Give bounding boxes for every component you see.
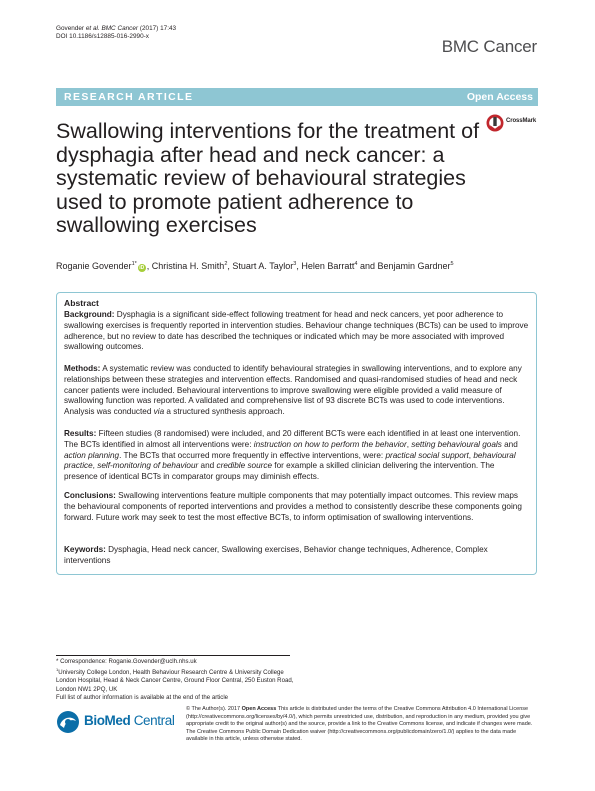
methods-text: A systematic review was conducted to identify behavioural strategies in swallowing interventions, and to explore any relationships between these strategies and intervention effects. Randomised and quasi-randomised studies of head and neck cancer patients were included. Behavioural interventions to improve swallowing were eligible provided a valid measure of swallowing function was reported. A validated and comprehensive list of 93 discrete BCTs was used to code interventions. Analysis was conducted: [64, 364, 522, 417]
methods-text-italic: via: [153, 407, 165, 417]
results-bct: credible source: [216, 461, 273, 471]
biomed-central-icon: [56, 710, 80, 734]
keywords-label: Keywords:: [64, 545, 106, 554]
results-bct: instruction on how to perform the behavior: [253, 439, 407, 449]
abstract-methods: [64, 364, 530, 418]
abstract-conclusions: [64, 491, 530, 523]
open-access-text: Open Access: [241, 706, 277, 712]
license-statement: [186, 706, 538, 744]
citation-journal: et al. BMC Cancer: [85, 25, 139, 32]
crossmark-badge[interactable]: [486, 113, 540, 133]
author-affiliation-marker: 3: [293, 261, 297, 267]
author-name: Benjamin Gardner: [377, 261, 451, 271]
biomed-wordmark: BioMed: [84, 713, 131, 728]
citation-header: [56, 25, 176, 42]
results-text: . The BCTs that occurred more frequently in effective interventions, were:: [119, 450, 386, 460]
methods-label: Methods:: [64, 364, 101, 373]
results-text: ,: [406, 439, 412, 449]
correspondence-footnote: [56, 658, 296, 702]
affiliation-marker: 1: [56, 667, 59, 673]
methods-text: a structured synthesis approach.: [164, 407, 285, 417]
results-bct: setting behavioural goals: [411, 439, 502, 449]
license-text: This article is distributed under the terms of the Creative Commons Attribution 4.0 International License (http://creativecommons.org/licenses/by/4.0/), which permits unrestricted use, distribution, and reproduction in any medium, provided you give appropriate credit to the original author(s) and the source, provide a link to the Creative Commons license, and indicate if changes were made. The Creative Commons Public Domain Dedication waiver (http://creativecommons.org/publicdomain/zero/1.0/) applies to the data made available in this article, unless otherwise stated.: [186, 706, 533, 743]
keywords-text: Dysphagia, Head neck cancer, Swallowing exercises, Behavior change techniques, Adherence, Complex interventions: [64, 545, 488, 565]
results-text: Fifteen studies (8 randomised) were included, and 20 different BCTs were each identified in at least one intervention. The BCTs identified in almost all interventions were:: [64, 429, 521, 449]
results-bct: action planning: [64, 450, 120, 460]
orcid-icon[interactable]: iD: [139, 265, 145, 271]
author-affiliation-marker: 5: [450, 261, 454, 267]
abstract-results: [64, 429, 530, 483]
author-affiliation-marker: 2: [224, 261, 228, 267]
results-bct: behavioural practice: [64, 450, 516, 471]
crossmark-icon: [486, 114, 504, 132]
author-affiliation-marker: 4: [354, 261, 358, 267]
author-name: Roganie Govender: [56, 261, 132, 271]
author-name: Christina H. Smith: [151, 261, 225, 271]
abstract-keywords: [64, 545, 530, 567]
results-text: ,: [468, 450, 474, 460]
results-text: for example a skilled clinician delivering the intervention. The presence of identical BCTs in comparator groups may diminish effects.: [64, 461, 495, 482]
author-name: Stuart A. Taylor: [232, 261, 294, 271]
conclusions-text: Swallowing interventions feature multiple components that may potentially impact outcomes. This review maps the behavioural components of reported interventions and provides a method to consistently describe these components going forward. Future work may seek to test the most effective BCTs, to inform optimisation of swallowing interventions.: [64, 491, 522, 522]
open-access-label: Open Access: [466, 91, 533, 103]
article-title: Swallowing interventions for the treatment of dysphagia after head and neck cancer: a systematic review of behavioural strategies used to promote patient adherence to swallowing exercises: [56, 119, 480, 237]
abstract-heading: Abstract: [64, 298, 99, 308]
results-text: and: [501, 439, 518, 449]
journal-name: BMC Cancer: [441, 37, 537, 56]
citation-authors: Govender: [56, 25, 86, 32]
author-info-note: Full list of author information is available at the end of the article: [56, 693, 229, 701]
doi[interactable]: DOI 10.1186/s12885-016-2990-x: [56, 33, 149, 41]
author-name: Helen Barratt: [301, 261, 355, 271]
correspondence-email[interactable]: * Correspondence: Roganie.Govender@uclh.nhs.uk: [56, 658, 197, 665]
background-label: Background:: [64, 310, 115, 319]
copyright-text: © The Author(s). 2017: [186, 706, 242, 712]
central-wordmark: Central: [130, 713, 175, 728]
article-type: RESEARCH ARTICLE: [64, 91, 194, 103]
footnote-divider: [56, 655, 290, 656]
abstract-background: [64, 310, 530, 353]
conclusions-label: Conclusions:: [64, 491, 116, 500]
background-text: Dysphagia is a significant side-effect following treatment for head and neck cancers, yet poor adherence to swallowing exercises is frequently reported in intervention studies. Behaviour change techniques (BCTs) can be used to improve adherence, but no review to date has described the techniques or indicated which may be more associated with improved swallowing outcomes.: [64, 310, 529, 352]
author-affiliation-marker: 1*: [131, 261, 137, 267]
results-text: ,: [92, 461, 98, 471]
results-label: Results:: [64, 429, 97, 438]
author-list: Roganie Govender$^{1*}$iD , Christina H. Smith$^2$, Stuart A. Taylor$^3$, Helen Barratt$^4$ and Benjamin Gardner$^5$: [56, 261, 454, 271]
results-bct: self-monitoring of behaviour: [97, 461, 199, 471]
results-bct: practical social support: [385, 450, 469, 460]
crossmark-label: CrossMark: [506, 118, 537, 124]
results-text: and: [198, 461, 217, 471]
affiliation-text: University College London, Health Behaviour Research Centre & University College London Hospital, Head & Neck Cancer Centre, Ground Floor Central, 250 Euston Road, London NW1 2PQ, UK: [56, 669, 294, 693]
article-type-banner: [56, 88, 538, 106]
citation-volume: (2017) 17:43: [138, 25, 177, 32]
biomed-central-logo: [56, 707, 176, 737]
